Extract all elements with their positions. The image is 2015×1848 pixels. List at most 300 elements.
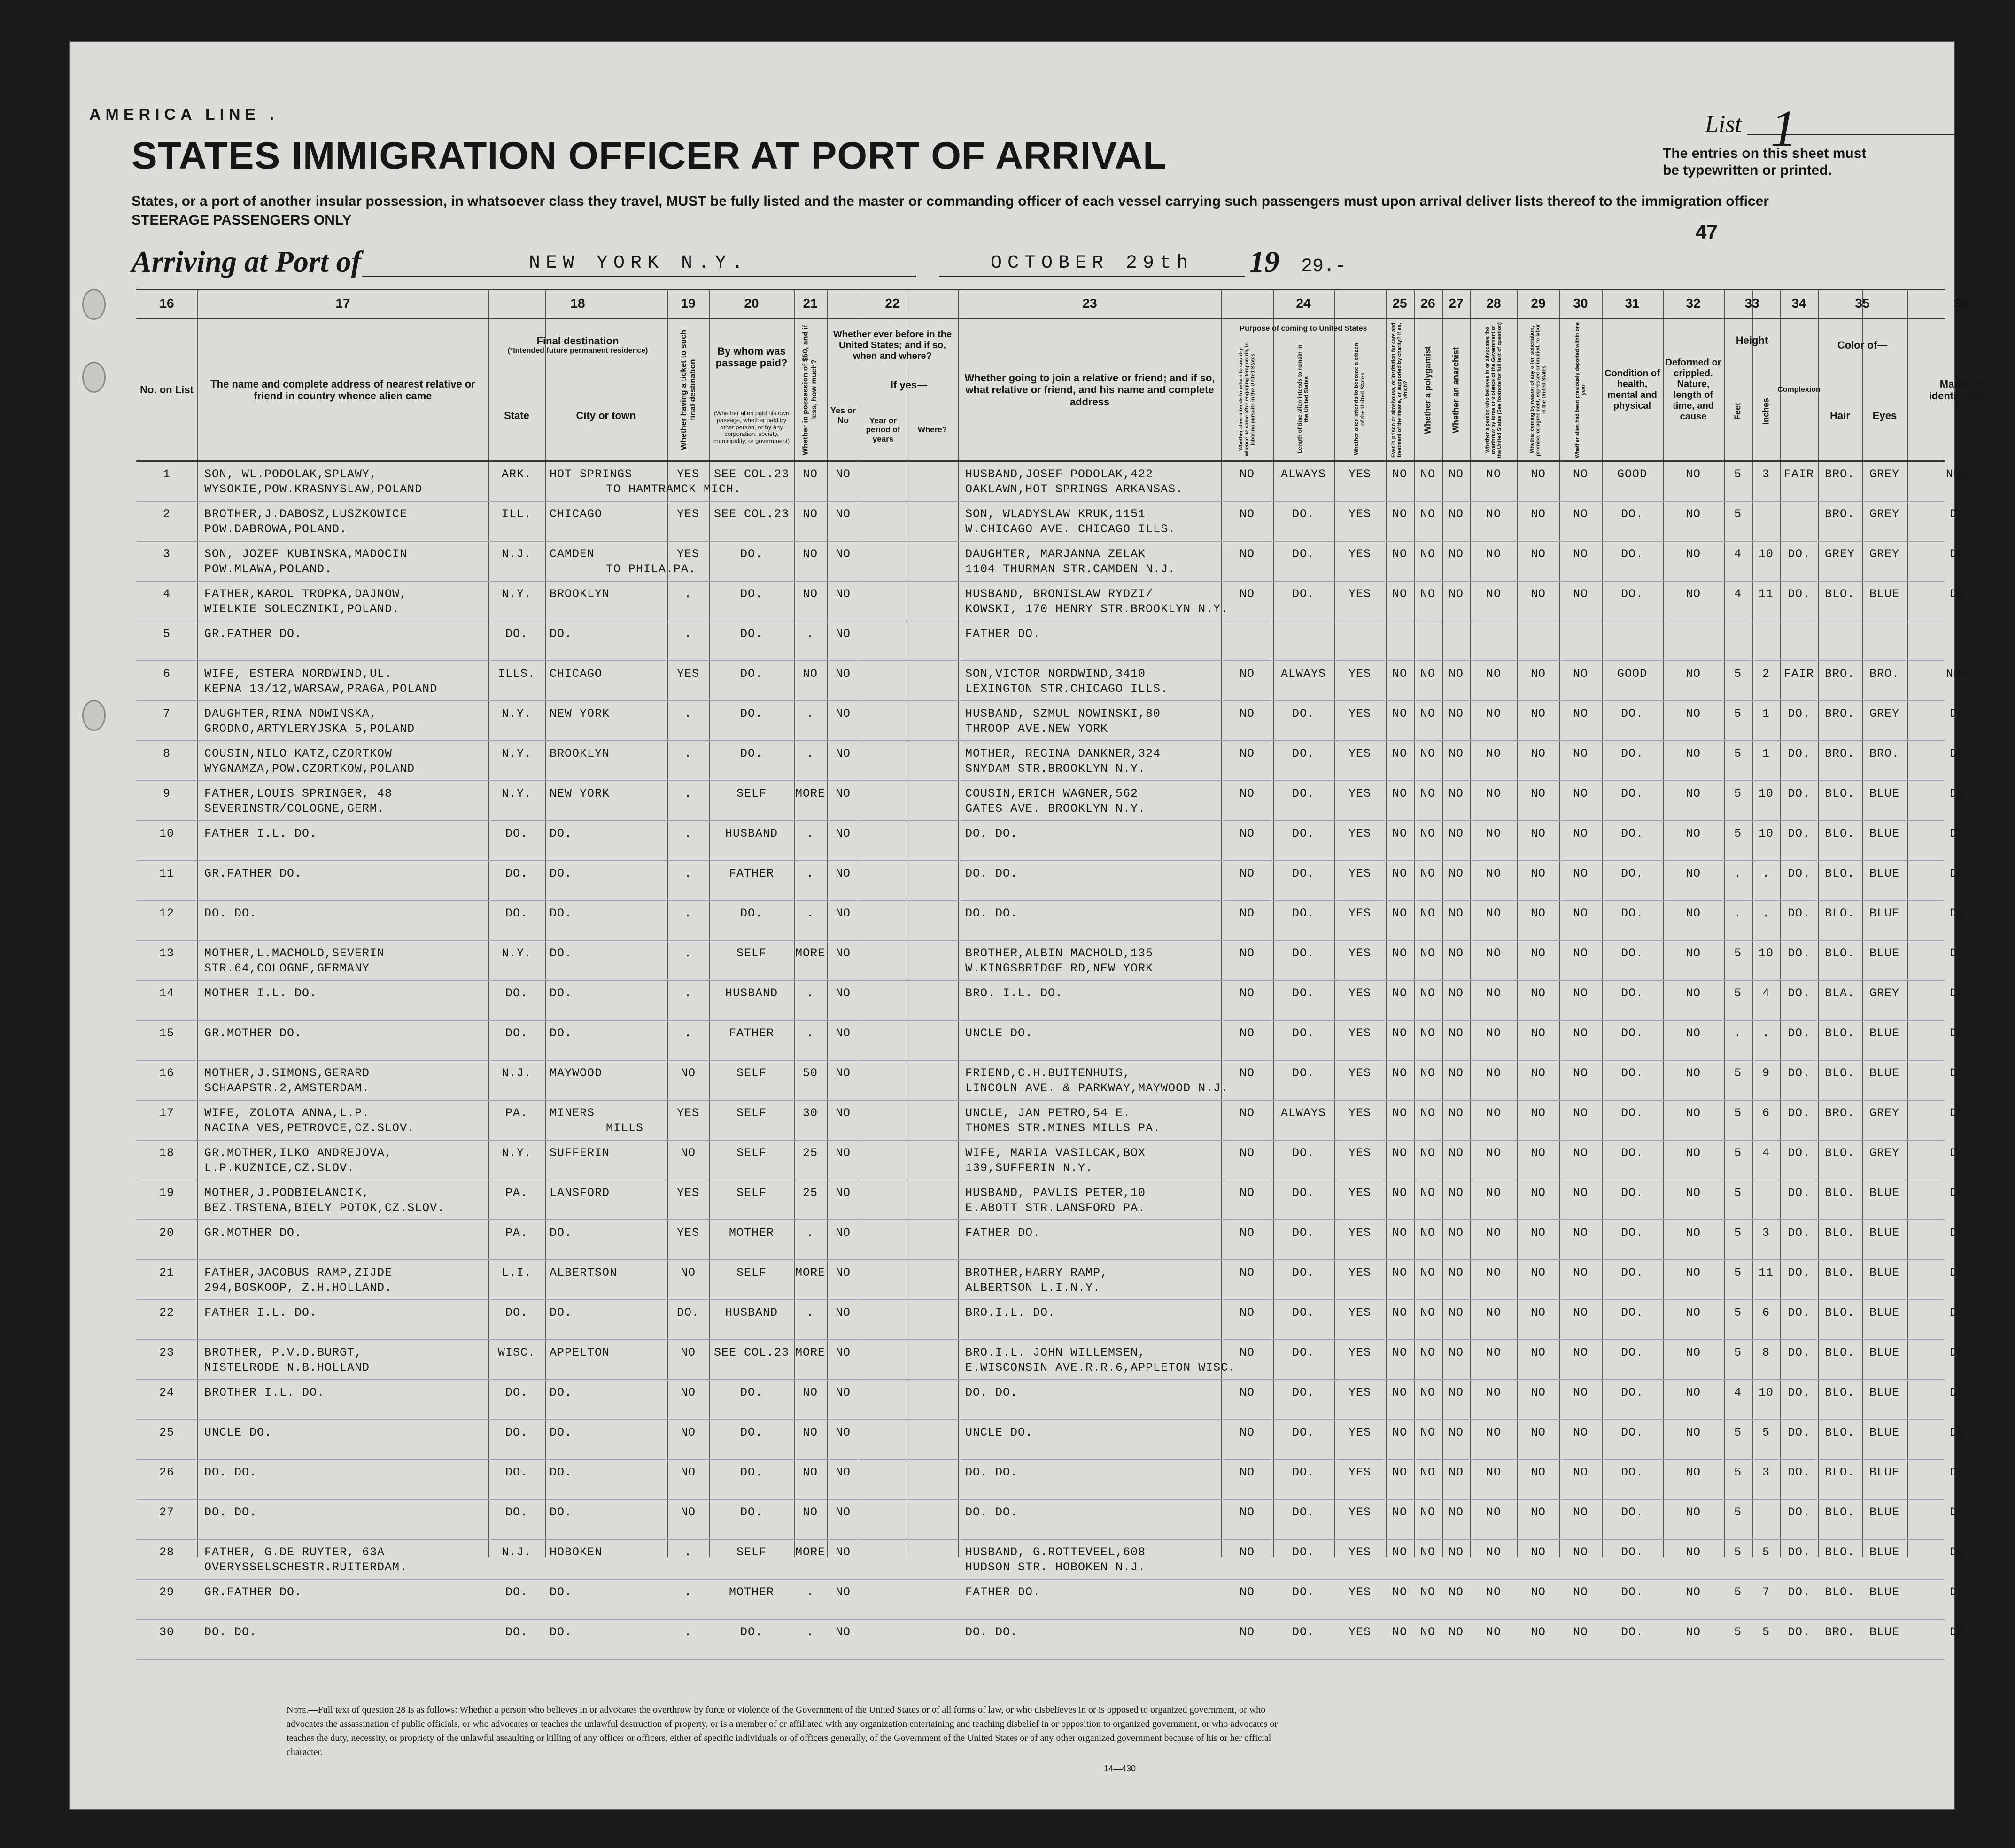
cell-anar: NO [1448, 1186, 1464, 1200]
cell-join1: FRIEND,C.H.BUITENHUIS, [965, 1066, 1131, 1080]
cell-cit: YES [1348, 587, 1372, 601]
column-number: 20 [744, 296, 759, 311]
cell-paid: FATHER [728, 1026, 775, 1040]
cell-hair: BLO. [1824, 1386, 1855, 1399]
cell-ft: . [1734, 907, 1742, 920]
cell-money: MORE [795, 1346, 826, 1359]
cell-health: DO. [1620, 1066, 1644, 1080]
column-number: 30 [1573, 296, 1588, 311]
cell-eyes: BLUE [1869, 1306, 1900, 1320]
cell-marks: DO. [1949, 1506, 1973, 1519]
cell-q28: NO [1486, 986, 1502, 1000]
cell-cit: YES [1348, 1545, 1372, 1559]
cell-q28: NO [1486, 507, 1502, 521]
header-state: State [504, 410, 529, 422]
cell-health: DO. [1620, 1346, 1644, 1359]
cell-ret: NO [1239, 986, 1255, 1000]
header-q29: Whether coming by reason of any offer, solicitation, promise, or agreement, expressed or implied, to labor in the United States [1529, 324, 1547, 456]
cell-state: DO. [505, 1625, 528, 1639]
cell-marks: DO. [1949, 827, 1973, 840]
cell-eyes: BLUE [1869, 1545, 1900, 1559]
cell-anar: NO [1448, 947, 1464, 960]
cell-ticket: . [684, 907, 692, 920]
cell-in: . [1762, 907, 1770, 920]
cell-join1: HUSBAND, BRONISLAW RYDZI/ [965, 587, 1154, 601]
cell-ticket: NO [680, 1466, 696, 1479]
cell-join1: COUSIN,ERICH WAGNER,562 [965, 787, 1139, 800]
cell-eyes: GREY [1869, 986, 1900, 1000]
cell-q30: NO [1573, 1585, 1589, 1599]
cell-rel2: NACINA VES,PETROVCE,CZ.SLOV. [204, 1121, 415, 1135]
cell-eyes: GREY [1869, 547, 1900, 561]
cell-marks: DO. [1949, 1266, 1973, 1280]
cell-rel1: MOTHER,L.MACHOLD,SEVERIN [204, 947, 385, 960]
table-row [136, 781, 1973, 821]
cell-rel1: FATHER, G.DE RUYTER, 63A [204, 1545, 385, 1559]
date-field: OCTOBER 29th [939, 249, 1245, 277]
cell-rel2: 294,BOSKOOP, Z.H.HOLLAND. [204, 1281, 393, 1295]
cell-len: DO. [1292, 1585, 1315, 1599]
cell-ret: NO [1239, 1426, 1255, 1439]
table-row [136, 1141, 1973, 1180]
cell-eyes: BLUE [1869, 1506, 1900, 1519]
cell-marks: NONE [1945, 667, 1976, 681]
header-eyes: Eyes [1872, 410, 1897, 422]
cell-def: NO [1685, 1545, 1701, 1559]
cell-ft: 5 [1734, 1426, 1742, 1439]
header-purpose-a: Whether alien intends to return to country whence he came after engaging temporarily in laboring pursuits in the United States [1238, 342, 1256, 457]
cell-ticket: . [684, 947, 692, 960]
cell-health: DO. [1620, 1186, 1644, 1200]
cell-ft: 5 [1734, 747, 1742, 761]
cell-prison: NO [1392, 1186, 1408, 1200]
cell-health: DO. [1620, 1226, 1644, 1240]
cell-in: 1 [1762, 747, 1770, 761]
cell-city: NEW YORK [550, 787, 610, 800]
cell-anar: NO [1448, 1466, 1464, 1479]
header-complexion: Complexion [1777, 385, 1821, 394]
cell-in: 6 [1762, 1306, 1770, 1320]
cell-no: 7 [163, 707, 171, 721]
cell-ret: NO [1239, 1146, 1255, 1160]
cell-join1: FATHER DO. [965, 1226, 1041, 1240]
cell-q29: NO [1530, 907, 1546, 920]
cell-anar: NO [1448, 867, 1464, 880]
header-hair: Hair [1830, 410, 1850, 422]
cell-poly: NO [1420, 1186, 1436, 1200]
cell-state: N.J. [501, 1066, 532, 1080]
cell-ret: NO [1239, 1186, 1255, 1200]
cell-poly: NO [1420, 1545, 1436, 1559]
cell-join2: SNYDAM STR.BROOKLYN N.Y. [965, 762, 1146, 776]
cell-ret: NO [1239, 587, 1255, 601]
cell-comp: DO. [1787, 1186, 1811, 1200]
cell-q28: NO [1486, 827, 1502, 840]
cell-poly: NO [1420, 1506, 1436, 1519]
cell-rel2: OVERYSSELSCHESTR.RUITERDAM. [204, 1561, 408, 1574]
cell-join2: LEXINGTON STR.CHICAGO ILLS. [965, 682, 1169, 696]
table-row [136, 1620, 1973, 1660]
cell-def: NO [1685, 1426, 1701, 1439]
table-row [136, 1101, 1973, 1141]
cell-hair: BLO. [1824, 867, 1855, 880]
cell-ft: 5 [1734, 1106, 1742, 1120]
cell-anar: NO [1448, 1346, 1464, 1359]
cell-ft: 4 [1734, 1386, 1742, 1399]
cell-money: NO [802, 1386, 818, 1399]
cell-prison: NO [1392, 547, 1408, 561]
cell-def: NO [1685, 707, 1701, 721]
cell-in: 7 [1762, 1585, 1770, 1599]
cell-state: N.Y. [501, 947, 532, 960]
cell-q30: NO [1573, 827, 1589, 840]
cell-in: 10 [1758, 1386, 1774, 1399]
cell-poly: NO [1420, 707, 1436, 721]
cell-paid: HUSBAND [725, 1306, 778, 1320]
cell-health: DO. [1620, 1266, 1644, 1280]
cell-marks: DO. [1949, 707, 1973, 721]
cell-ticket: YES [676, 1106, 700, 1120]
cell-q28: NO [1486, 1625, 1502, 1639]
cell-poly: NO [1420, 1266, 1436, 1280]
cell-eyes: BLUE [1869, 1426, 1900, 1439]
cell-ret: NO [1239, 467, 1255, 481]
cell-poly: NO [1420, 1585, 1436, 1599]
cell-anar: NO [1448, 1545, 1464, 1559]
cell-paid: DO. [740, 587, 763, 601]
cell-join1: BROTHER,HARRY RAMP, [965, 1266, 1108, 1280]
table-row [136, 861, 1973, 901]
cell-eyes: BLUE [1869, 1026, 1900, 1040]
cell-ft: 5 [1734, 507, 1742, 521]
cell-join2: E.ABOTT STR.LANSFORD PA. [965, 1201, 1146, 1215]
cell-no: 2 [163, 507, 171, 521]
cell-def: NO [1685, 547, 1701, 561]
table-row [136, 1340, 1973, 1380]
cell-ft: 5 [1734, 1585, 1742, 1599]
cell-rel1: UNCLE DO. [204, 1426, 272, 1439]
cell-def: NO [1685, 1585, 1701, 1599]
cell-def: NO [1685, 1186, 1701, 1200]
cell-ret: NO [1239, 907, 1255, 920]
cell-cit: YES [1348, 1106, 1372, 1120]
column-number: 21 [803, 296, 818, 311]
cell-marks: DO. [1949, 547, 1973, 561]
cell-comp: DO. [1787, 707, 1811, 721]
cell-ticket: . [684, 747, 692, 761]
cell-ret: NO [1239, 1106, 1255, 1120]
cell-q30: NO [1573, 747, 1589, 761]
cell-paid: SELF [736, 787, 767, 800]
cell-join1: HUSBAND,JOSEF PODOLAK,422 [965, 467, 1154, 481]
cell-cit: YES [1348, 1426, 1372, 1439]
cell-eyes: GREY [1869, 507, 1900, 521]
cell-money: 25 [802, 1146, 818, 1160]
cell-rel2: WYSOKIE,POW.KRASNYSLAW,POLAND [204, 482, 423, 496]
cell-in: 5 [1762, 1625, 1770, 1639]
cell-len: DO. [1292, 1226, 1315, 1240]
cell-paid: DO. [740, 627, 763, 641]
cell-def: NO [1685, 827, 1701, 840]
cell-money: . [806, 1026, 814, 1040]
cell-len: ALWAYS [1280, 1106, 1326, 1120]
cell-city: BROOKLYN [550, 747, 610, 761]
cell-paid: DO. [740, 667, 763, 681]
cell-rel2: POW.MLAWA,POLAND. [204, 562, 333, 576]
column-number: 17 [335, 296, 350, 311]
cell-eyes: BRO. [1869, 667, 1900, 681]
cell-prison: NO [1392, 1306, 1408, 1320]
cell-city: MINERS [550, 1106, 595, 1120]
cell-q28: NO [1486, 1146, 1502, 1160]
cell-q29: NO [1530, 1106, 1546, 1120]
cell-hair: BLO. [1824, 1346, 1855, 1359]
cell-city: DO. [550, 907, 573, 920]
cell-q28: NO [1486, 1346, 1502, 1359]
cell-paid: DO. [740, 1426, 763, 1439]
header-final-destination: Final destination (*Intended future permanent residence) [507, 335, 648, 355]
cell-health: DO. [1620, 1506, 1644, 1519]
cell-hair: BLO. [1824, 1466, 1855, 1479]
cell-no: 21 [159, 1266, 175, 1280]
cell-no: 25 [159, 1426, 175, 1439]
cell-money: MORE [795, 947, 826, 960]
cell-prison: NO [1392, 947, 1408, 960]
cell-rel1: DO. DO. [204, 1625, 257, 1639]
cell-join2: HUDSON STR. HOBOKEN N.J. [965, 1561, 1146, 1574]
cell-paid: SELF [736, 1066, 767, 1080]
cell-cit: YES [1348, 867, 1372, 880]
cell-eyes: GREY [1869, 707, 1900, 721]
cell-anar: NO [1448, 1026, 1464, 1040]
cell-state: ILL. [501, 507, 532, 521]
cell-join1: DAUGHTER, MARJANNA ZELAK [965, 547, 1146, 561]
cell-in: 10 [1758, 547, 1774, 561]
cell-ticket: YES [676, 1186, 700, 1200]
cell-ticket: NO [680, 1266, 696, 1280]
table-row [136, 661, 1976, 701]
cell-anar: NO [1448, 507, 1464, 521]
cell-ft: 5 [1734, 1306, 1742, 1320]
header-q30: Whether alien had been previously deported within one year [1574, 322, 1586, 458]
cell-q30: NO [1573, 867, 1589, 880]
cell-prison: NO [1392, 1346, 1408, 1359]
cell-rel1: DAUGHTER,RINA NOWINSKA, [204, 707, 378, 721]
column-number: 28 [1486, 296, 1501, 311]
cell-poly: NO [1420, 667, 1436, 681]
cell-len: DO. [1292, 547, 1315, 561]
cell-prison: NO [1392, 986, 1408, 1000]
cell-ft: 5 [1734, 947, 1742, 960]
cell-money: NO [802, 547, 818, 561]
cell-q30: NO [1573, 1066, 1589, 1080]
cell-no: 20 [159, 1226, 175, 1240]
cell-anar: NO [1448, 707, 1464, 721]
cell-marks: DO. [1949, 867, 1973, 880]
cell-comp: DO. [1787, 1386, 1811, 1399]
cell-paid: HUSBAND [725, 986, 778, 1000]
cell-state: DO. [505, 1506, 528, 1519]
cell-marks: DO. [1949, 1545, 1973, 1559]
cell-marks: DO. [1949, 787, 1973, 800]
cell-before: NO [835, 747, 851, 761]
cell-before: NO [835, 667, 851, 681]
cell-no: 4 [163, 587, 171, 601]
cell-hair: BLO. [1824, 1506, 1855, 1519]
cell-state: N.Y. [501, 747, 532, 761]
cell-before: NO [835, 947, 851, 960]
header-purpose-b: Length of time alien intends to remain in the United States [1296, 345, 1310, 454]
cell-anar: NO [1448, 1266, 1464, 1280]
cell-join1: UNCLE DO. [965, 1426, 1033, 1439]
cell-def: NO [1685, 1306, 1701, 1320]
cell-city2: TO PHILA.PA. [606, 562, 697, 576]
cell-q28: NO [1486, 1386, 1502, 1399]
cell-marks: DO. [1949, 1306, 1973, 1320]
cell-q30: NO [1573, 986, 1589, 1000]
cell-join2: GATES AVE. BROOKLYN N.Y. [965, 802, 1146, 815]
cell-q30: NO [1573, 707, 1589, 721]
header-if-yes: If yes— [890, 379, 928, 391]
cell-marks: DO. [1949, 1106, 1973, 1120]
cell-rel1: MOTHER I.L. DO. [204, 986, 318, 1000]
cell-q30: NO [1573, 1306, 1589, 1320]
cell-in: 11 [1758, 587, 1774, 601]
cell-eyes: GREY [1869, 1146, 1900, 1160]
cell-q29: NO [1530, 1545, 1546, 1559]
cell-poly: NO [1420, 467, 1436, 481]
cell-q28: NO [1486, 1466, 1502, 1479]
cell-paid: DO. [740, 707, 763, 721]
cell-def: NO [1685, 1346, 1701, 1359]
cell-join2: OAKLAWN,HOT SPRINGS ARKANSAS. [965, 482, 1184, 496]
header-health: Condition of health, mental and physical [1604, 368, 1660, 411]
cell-city: SUFFERIN [550, 1146, 610, 1160]
cell-rel1: GR.FATHER DO. [204, 867, 302, 880]
cell-money: . [806, 1585, 814, 1599]
cell-no: 29 [159, 1585, 175, 1599]
cell-eyes: BLUE [1869, 867, 1900, 880]
cell-health: DO. [1620, 907, 1644, 920]
cell-q30: NO [1573, 1346, 1589, 1359]
cell-cit: YES [1348, 1266, 1372, 1280]
cell-ticket: . [684, 827, 692, 840]
cell-ticket: . [684, 587, 692, 601]
cell-city: CHICAGO [550, 667, 603, 681]
cell-rel2: SEVERINSTR/COLOGNE,GERM. [204, 802, 385, 815]
cell-in: 8 [1762, 1346, 1770, 1359]
header-joining: Whether going to join a relative or friend; and if so, what relative or friend, and his name and complete address [964, 372, 1215, 408]
cell-health: DO. [1620, 1146, 1644, 1160]
cell-rel1: DO. DO. [204, 1466, 257, 1479]
header-feet: Feet [1733, 402, 1743, 420]
cell-in: 4 [1762, 986, 1770, 1000]
cell-state: DO. [505, 1026, 528, 1040]
cell-no: 19 [159, 1186, 175, 1200]
cell-state: DO. [505, 986, 528, 1000]
cell-q28: NO [1486, 1545, 1502, 1559]
column-number: 18 [570, 296, 585, 311]
cell-q29: NO [1530, 547, 1546, 561]
cell-join1: HUSBAND, SZMUL NOWINSKI,80 [965, 707, 1161, 721]
cell-anar: NO [1448, 1426, 1464, 1439]
cell-def: NO [1685, 1026, 1701, 1040]
cell-no: 22 [159, 1306, 175, 1320]
cell-q30: NO [1573, 507, 1589, 521]
cell-prison: NO [1392, 907, 1408, 920]
cell-no: 30 [159, 1625, 175, 1639]
cell-q28: NO [1486, 747, 1502, 761]
cell-ticket: . [684, 787, 692, 800]
cell-before: NO [835, 1026, 851, 1040]
cell-ticket: YES [676, 667, 700, 681]
cell-poly: NO [1420, 1346, 1436, 1359]
cell-state: N.Y. [501, 707, 532, 721]
cell-anar: NO [1448, 1585, 1464, 1599]
cell-hair: BRO. [1824, 467, 1855, 481]
cell-q30: NO [1573, 1625, 1589, 1639]
sheet-number: 47 [1696, 221, 1718, 243]
cell-q29: NO [1530, 587, 1546, 601]
cell-health: DO. [1620, 587, 1644, 601]
table-row [136, 821, 1973, 861]
cell-q28: NO [1486, 1186, 1502, 1200]
cell-q30: NO [1573, 907, 1589, 920]
cell-eyes: BLUE [1869, 1466, 1900, 1479]
cell-ret: NO [1239, 1266, 1255, 1280]
cell-join1: MOTHER, REGINA DANKNER,324 [965, 747, 1161, 761]
cell-in: 2 [1762, 667, 1770, 681]
year-value: 29.- [1301, 256, 1347, 277]
cell-poly: NO [1420, 827, 1436, 840]
table-row [136, 1540, 1973, 1580]
cell-city: DO. [550, 867, 573, 880]
cell-q29: NO [1530, 867, 1546, 880]
header-marks: Marks of identification [1929, 378, 1993, 402]
typewritten-note: be typewritten or printed. [1663, 163, 1832, 178]
cell-q29: NO [1530, 507, 1546, 521]
cell-no: 1 [163, 467, 171, 481]
cell-q29: NO [1530, 1506, 1546, 1519]
table-row [136, 1300, 1973, 1340]
cell-comp: DO. [1787, 1106, 1811, 1120]
cell-city: BROOKLYN [550, 587, 610, 601]
cell-comp: DO. [1787, 1585, 1811, 1599]
cell-poly: NO [1420, 1226, 1436, 1240]
cell-cit: YES [1348, 747, 1372, 761]
cell-rel2: POW.DABROWA,POLAND. [204, 522, 348, 536]
class-text: STEERAGE PASSENGERS ONLY [132, 212, 352, 228]
cell-no: 9 [163, 787, 171, 800]
cell-cit: YES [1348, 1346, 1372, 1359]
cell-before: NO [835, 1226, 851, 1240]
cell-def: NO [1685, 947, 1701, 960]
cell-hair: BRO. [1824, 747, 1855, 761]
cell-def: NO [1685, 667, 1701, 681]
cell-no: 3 [163, 547, 171, 561]
cell-poly: NO [1420, 507, 1436, 521]
cell-no: 13 [159, 947, 175, 960]
cell-prison: NO [1392, 867, 1408, 880]
cell-paid: SELF [736, 1186, 767, 1200]
cell-marks: DO. [1949, 1186, 1973, 1200]
cell-money: . [806, 1625, 814, 1639]
cell-ret: NO [1239, 667, 1255, 681]
cell-city: HOBOKEN [550, 1545, 603, 1559]
cell-prison: NO [1392, 1386, 1408, 1399]
cell-q29: NO [1530, 1146, 1546, 1160]
cell-prison: NO [1392, 1585, 1408, 1599]
